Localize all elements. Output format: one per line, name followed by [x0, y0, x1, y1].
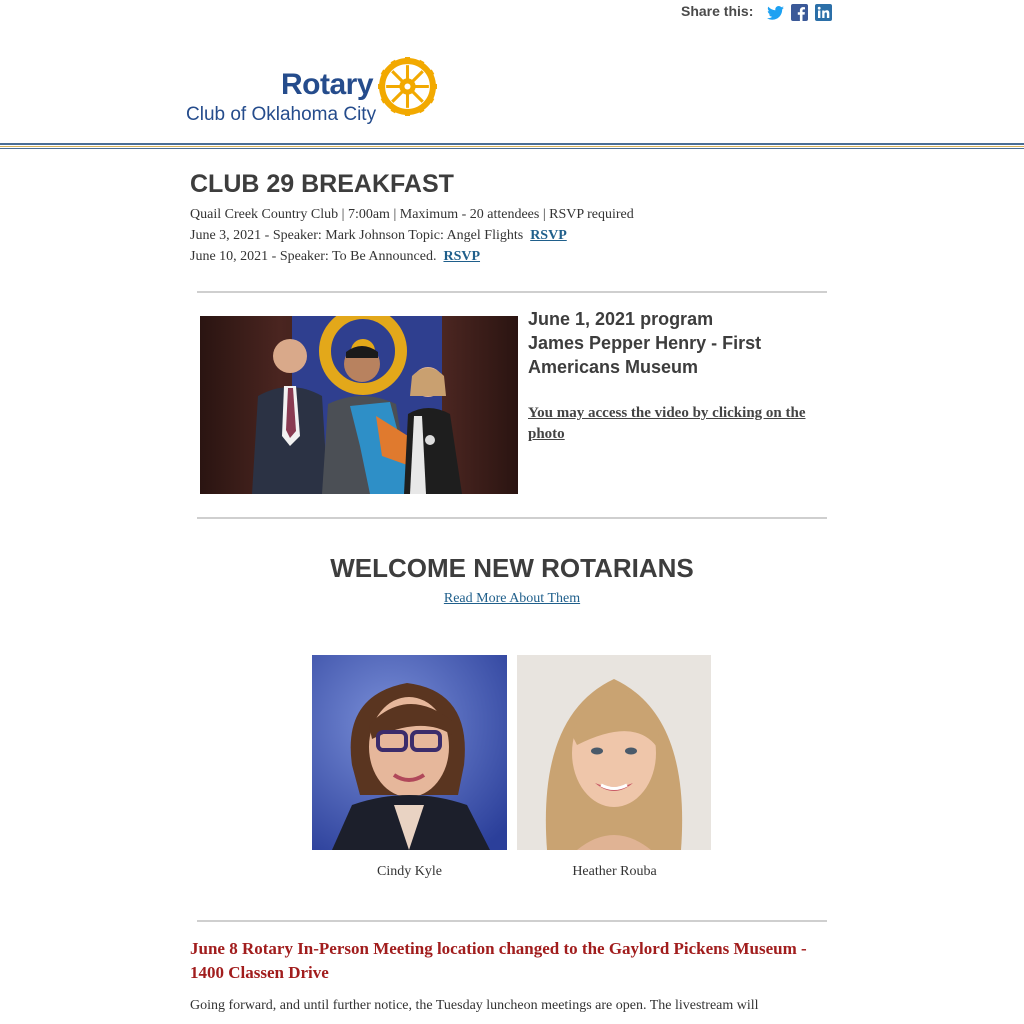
breakfast-line-1 — [190, 228, 567, 244]
breakfast-line-2 — [190, 249, 480, 265]
share-label: Share this: — [681, 3, 754, 19]
program-title — [528, 307, 818, 379]
rotary-wheel-icon — [377, 56, 438, 117]
program-speaker: James Pepper Henry - First Americans Museum — [528, 333, 762, 377]
logo-wordmark: Rotary — [281, 68, 374, 101]
welcome-title: WELCOME NEW ROTARIANS — [330, 553, 694, 583]
facebook-icon[interactable] — [791, 4, 808, 21]
breakfast-details: Quail Creek Country Club | 7:00am | Maximum - 20 attendees | RSVP required — [190, 207, 634, 222]
breakfast-line-1-text: June 3, 2021 - Speaker: Mark Johnson Topic: Angel Flights — [190, 228, 524, 243]
header-rule-gold — [0, 146, 1024, 147]
rsvp-link-june-3[interactable]: RSVP — [530, 228, 567, 243]
divider — [197, 291, 827, 293]
member-photo-cindy-kyle — [312, 655, 507, 850]
breakfast-line-2-text: June 10, 2021 - Speaker: To Be Announced. — [190, 249, 437, 264]
linkedin-icon[interactable] — [815, 4, 832, 21]
program-video-photo[interactable] — [200, 316, 518, 494]
header-rule-thin — [0, 148, 1024, 149]
header-rule — [0, 143, 1024, 145]
rsvp-link-june-10[interactable]: RSVP — [443, 249, 481, 264]
video-link[interactable]: You may access the video by clicking on the photo — [528, 405, 806, 442]
member-name: Heather Rouba — [572, 864, 657, 879]
meeting-paragraph: Going forward, and until further notice, the Tuesday luncheon meetings are open. The livestream will — [190, 998, 759, 1013]
breakfast-title: CLUB 29 BREAKFAST — [190, 170, 454, 198]
member-name: Cindy Kyle — [377, 864, 442, 879]
logo-subtitle: Club of Oklahoma City — [186, 104, 377, 125]
meeting-headline: June 8 Rotary In-Person Meeting location changed to the Gaylord Pickens Museum - 1400 Classen Drive — [190, 939, 807, 982]
member-photo-heather-rouba — [517, 655, 711, 850]
twitter-icon[interactable] — [767, 4, 784, 21]
program-date: June 1, 2021 program — [528, 309, 714, 329]
read-more-link[interactable]: Read More About Them — [443, 591, 581, 606]
read-more-row — [0, 591, 1024, 607]
divider — [197, 517, 827, 519]
divider — [197, 920, 827, 922]
